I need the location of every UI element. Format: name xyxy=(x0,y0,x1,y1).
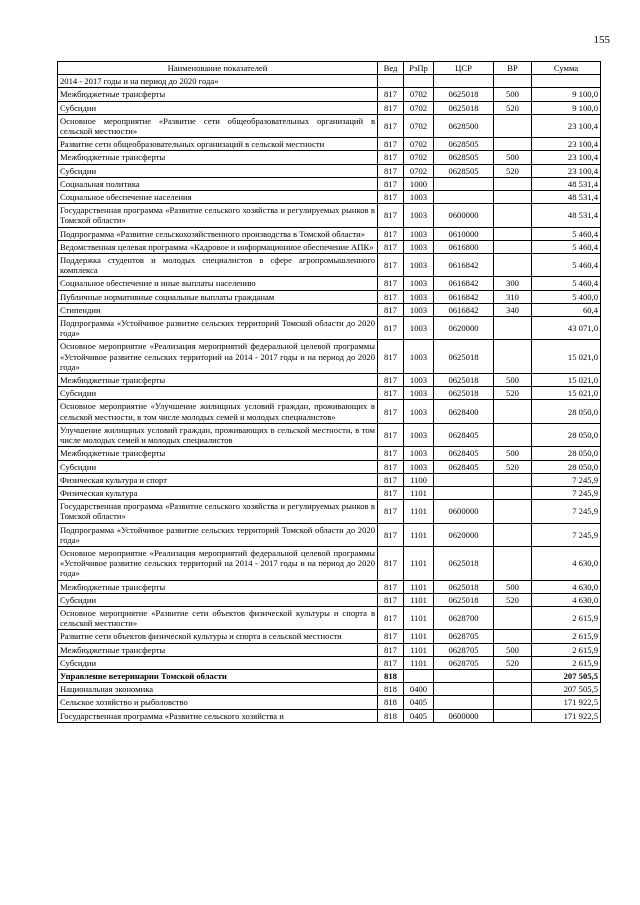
cell-name: Государственная программа «Развитие сельского хозяйства и регулируемых рынков в Томской области» xyxy=(58,204,378,227)
cell-vr: 500 xyxy=(494,643,532,656)
cell-name: Национальная экономика xyxy=(58,683,378,696)
cell-rzpr: 0702 xyxy=(404,138,434,151)
cell-name: Основное мероприятие «Развитие сети общеобразовательных организаций в сельской местности» xyxy=(58,114,378,137)
cell-name: Субсидии xyxy=(58,101,378,114)
table-row xyxy=(58,75,601,88)
cell-rzpr xyxy=(404,75,434,88)
cell-vr xyxy=(494,227,532,240)
cell-rzpr: 1003 xyxy=(404,340,434,374)
cell-csr: 0628700 xyxy=(434,606,494,629)
cell-ved: 817 xyxy=(378,177,404,190)
table-row xyxy=(58,240,601,253)
cell-name: Субсидии xyxy=(58,460,378,473)
cell-rzpr: 0400 xyxy=(404,683,434,696)
cell-csr: 0616842 xyxy=(434,277,494,290)
table-row xyxy=(58,546,601,580)
cell-csr: 0628705 xyxy=(434,630,494,643)
cell-sum: 2 615,9 xyxy=(532,643,601,656)
cell-rzpr: 1003 xyxy=(404,447,434,460)
cell-name: Подпрограмма «Устойчивое развитие сельских территорий Томской области до 2020 года» xyxy=(58,523,378,546)
table-row xyxy=(58,138,601,151)
cell-name: Субсидии xyxy=(58,593,378,606)
table-row xyxy=(58,606,601,629)
cell-name: Межбюджетные трансферты xyxy=(58,447,378,460)
cell-rzpr: 1101 xyxy=(404,486,434,499)
cell-name: Основное мероприятие «Улучшение жилищных условий граждан, проживающих в сельской местности, в том числе молодых семей и молодых специалистов» xyxy=(58,400,378,423)
cell-vr xyxy=(494,606,532,629)
cell-name: Ведомственная целевая программа «Кадровое и информационное обеспечение АПК» xyxy=(58,240,378,253)
cell-vr: 520 xyxy=(494,460,532,473)
table-row xyxy=(58,400,601,423)
cell-vr xyxy=(494,669,532,682)
table-row xyxy=(58,164,601,177)
cell-ved: 817 xyxy=(378,114,404,137)
table-header-row xyxy=(58,62,601,75)
table-row xyxy=(58,101,601,114)
table-row xyxy=(58,114,601,137)
cell-ved: 817 xyxy=(378,317,404,340)
cell-csr xyxy=(434,191,494,204)
cell-vr xyxy=(494,400,532,423)
cell-sum: 5 460,4 xyxy=(532,240,601,253)
table-row xyxy=(58,151,601,164)
cell-vr xyxy=(494,177,532,190)
table-row xyxy=(58,447,601,460)
cell-ved: 817 xyxy=(378,523,404,546)
table-row xyxy=(58,696,601,709)
cell-sum: 5 400,0 xyxy=(532,290,601,303)
cell-sum: 4 630,0 xyxy=(532,593,601,606)
cell-vr: 520 xyxy=(494,164,532,177)
cell-ved: 817 xyxy=(378,423,404,446)
cell-csr: 0625018 xyxy=(434,374,494,387)
table-row xyxy=(58,177,601,190)
table-row xyxy=(58,656,601,669)
cell-ved: 817 xyxy=(378,204,404,227)
cell-csr: 0628405 xyxy=(434,460,494,473)
cell-rzpr: 1101 xyxy=(404,606,434,629)
cell-ved: 818 xyxy=(378,669,404,682)
cell-vr: 500 xyxy=(494,447,532,460)
cell-csr: 0600000 xyxy=(434,500,494,523)
cell-sum: 48 531,4 xyxy=(532,204,601,227)
table-row xyxy=(58,669,601,682)
cell-rzpr: 1003 xyxy=(404,240,434,253)
cell-name: Подпрограмма «Устойчивое развитие сельских территорий Томской области до 2020 года» xyxy=(58,317,378,340)
cell-csr: 0628400 xyxy=(434,400,494,423)
cell-ved: 817 xyxy=(378,630,404,643)
cell-sum: 28 050,0 xyxy=(532,447,601,460)
cell-csr: 0610000 xyxy=(434,227,494,240)
cell-ved: 817 xyxy=(378,593,404,606)
cell-sum: 48 531,4 xyxy=(532,191,601,204)
cell-sum: 2 615,9 xyxy=(532,630,601,643)
cell-name: Межбюджетные трансферты xyxy=(58,580,378,593)
cell-ved: 817 xyxy=(378,606,404,629)
table-row xyxy=(58,317,601,340)
table-body xyxy=(58,75,601,723)
cell-vr xyxy=(494,696,532,709)
cell-name: Межбюджетные трансферты xyxy=(58,374,378,387)
cell-csr: 0628705 xyxy=(434,656,494,669)
table-row xyxy=(58,486,601,499)
cell-name: 2014 - 2017 годы и на период до 2020 года» xyxy=(58,75,378,88)
cell-csr: 0616842 xyxy=(434,254,494,277)
cell-vr: 520 xyxy=(494,387,532,400)
cell-csr: 0620000 xyxy=(434,523,494,546)
cell-vr xyxy=(494,500,532,523)
cell-name: Улучшение жилищных условий граждан, проживающих в сельской местности, в том числе молодых семей и молодых специалистов xyxy=(58,423,378,446)
cell-csr: 0628505 xyxy=(434,138,494,151)
cell-ved: 818 xyxy=(378,696,404,709)
cell-sum: 9 100,0 xyxy=(532,101,601,114)
table-row xyxy=(58,277,601,290)
cell-name: Государственная программа «Развитие сельского хозяйства и регулируемых рынков в Томской области» xyxy=(58,500,378,523)
cell-vr xyxy=(494,114,532,137)
cell-vr xyxy=(494,138,532,151)
table-row xyxy=(58,191,601,204)
cell-vr: 340 xyxy=(494,303,532,316)
cell-rzpr: 1101 xyxy=(404,593,434,606)
cell-ved: 817 xyxy=(378,303,404,316)
cell-csr: 0625018 xyxy=(434,387,494,400)
cell-name: Подпрограмма «Развитие сельскохозяйственного производства в Томской области» xyxy=(58,227,378,240)
cell-sum: 28 050,0 xyxy=(532,423,601,446)
cell-rzpr: 1003 xyxy=(404,254,434,277)
cell-rzpr: 1101 xyxy=(404,500,434,523)
cell-ved: 817 xyxy=(378,374,404,387)
cell-vr: 500 xyxy=(494,374,532,387)
cell-sum: 7 245,9 xyxy=(532,500,601,523)
cell-sum: 171 922,5 xyxy=(532,709,601,722)
cell-ved: 817 xyxy=(378,500,404,523)
cell-name: Социальная политика xyxy=(58,177,378,190)
cell-vr xyxy=(494,486,532,499)
cell-sum: 7 245,9 xyxy=(532,473,601,486)
cell-csr: 0628405 xyxy=(434,423,494,446)
cell-sum: 4 630,0 xyxy=(532,580,601,593)
cell-ved: 817 xyxy=(378,643,404,656)
cell-ved xyxy=(378,75,404,88)
cell-ved: 817 xyxy=(378,101,404,114)
cell-csr xyxy=(434,683,494,696)
cell-sum: 28 050,0 xyxy=(532,400,601,423)
table-row xyxy=(58,593,601,606)
cell-rzpr: 1101 xyxy=(404,580,434,593)
cell-vr: 520 xyxy=(494,593,532,606)
table-row xyxy=(58,643,601,656)
cell-ved: 817 xyxy=(378,88,404,101)
cell-sum: 43 071,0 xyxy=(532,317,601,340)
cell-vr xyxy=(494,473,532,486)
cell-vr xyxy=(494,523,532,546)
cell-vr: 500 xyxy=(494,88,532,101)
cell-rzpr: 1003 xyxy=(404,460,434,473)
cell-vr: 300 xyxy=(494,277,532,290)
cell-csr: 0625018 xyxy=(434,546,494,580)
cell-csr: 0616842 xyxy=(434,303,494,316)
cell-sum: 7 245,9 xyxy=(532,486,601,499)
cell-sum: 207 505,5 xyxy=(532,683,601,696)
cell-csr: 0620000 xyxy=(434,317,494,340)
cell-sum: 60,4 xyxy=(532,303,601,316)
cell-csr: 0628705 xyxy=(434,643,494,656)
cell-rzpr: 1101 xyxy=(404,523,434,546)
table-row xyxy=(58,709,601,722)
cell-ved: 817 xyxy=(378,447,404,460)
table-row xyxy=(58,374,601,387)
cell-rzpr: 1003 xyxy=(404,303,434,316)
cell-rzpr: 1003 xyxy=(404,400,434,423)
table-row xyxy=(58,523,601,546)
cell-vr xyxy=(494,340,532,374)
cell-name: Физическая культура и спорт xyxy=(58,473,378,486)
cell-csr: 0600000 xyxy=(434,709,494,722)
table-row xyxy=(58,387,601,400)
table-row xyxy=(58,204,601,227)
table-row xyxy=(58,290,601,303)
cell-ved: 817 xyxy=(378,580,404,593)
cell-ved: 817 xyxy=(378,240,404,253)
table-row xyxy=(58,630,601,643)
cell-rzpr: 1101 xyxy=(404,643,434,656)
cell-csr: 0628500 xyxy=(434,114,494,137)
cell-sum: 23 100,4 xyxy=(532,114,601,137)
cell-sum: 2 615,9 xyxy=(532,656,601,669)
header-name: Наименование показателей xyxy=(58,62,378,75)
cell-name: Поддержка студентов и молодых специалистов в сфере агропромышленного комплекса xyxy=(58,254,378,277)
cell-csr: 0628405 xyxy=(434,447,494,460)
cell-vr xyxy=(494,709,532,722)
cell-name: Основное мероприятие «Развитие сети объектов физической культуры и спорта в сельской местности» xyxy=(58,606,378,629)
cell-csr xyxy=(434,669,494,682)
cell-csr: 0628505 xyxy=(434,151,494,164)
cell-ved: 817 xyxy=(378,254,404,277)
table-row xyxy=(58,340,601,374)
cell-name: Межбюджетные трансферты xyxy=(58,643,378,656)
cell-rzpr: 0702 xyxy=(404,114,434,137)
table-row xyxy=(58,460,601,473)
table-row xyxy=(58,227,601,240)
cell-ved: 817 xyxy=(378,460,404,473)
table-row xyxy=(58,500,601,523)
cell-rzpr: 1101 xyxy=(404,546,434,580)
cell-ved: 817 xyxy=(378,191,404,204)
cell-vr: 520 xyxy=(494,101,532,114)
cell-csr: 0625018 xyxy=(434,593,494,606)
cell-name: Субсидии xyxy=(58,164,378,177)
cell-name: Стипендии xyxy=(58,303,378,316)
table-row xyxy=(58,683,601,696)
cell-vr xyxy=(494,630,532,643)
cell-name: Публичные нормативные социальные выплаты гражданам xyxy=(58,290,378,303)
table-row xyxy=(58,88,601,101)
cell-name: Субсидии xyxy=(58,656,378,669)
header-sum: Сумма xyxy=(532,62,601,75)
cell-csr: 0625018 xyxy=(434,88,494,101)
cell-csr xyxy=(434,486,494,499)
header-csr: ЦСР xyxy=(434,62,494,75)
cell-ved: 817 xyxy=(378,473,404,486)
cell-name: Субсидии xyxy=(58,387,378,400)
cell-csr: 0616842 xyxy=(434,290,494,303)
cell-vr xyxy=(494,204,532,227)
cell-rzpr: 1003 xyxy=(404,317,434,340)
header-vr: ВР xyxy=(494,62,532,75)
cell-ved: 817 xyxy=(378,546,404,580)
cell-rzpr: 0405 xyxy=(404,709,434,722)
cell-ved: 817 xyxy=(378,290,404,303)
cell-sum: 23 100,4 xyxy=(532,164,601,177)
cell-name: Государственная программа «Развитие сельского хозяйства и xyxy=(58,709,378,722)
cell-sum: 9 100,0 xyxy=(532,88,601,101)
cell-sum: 15 021,0 xyxy=(532,374,601,387)
cell-rzpr: 1003 xyxy=(404,191,434,204)
table-row xyxy=(58,473,601,486)
cell-sum: 23 100,4 xyxy=(532,151,601,164)
cell-sum: 15 021,0 xyxy=(532,387,601,400)
cell-name: Основное мероприятие «Реализация мероприятий федеральной целевой программы «Устойчивое развитие сельских территорий на 2014 - 2017 годы и на период до 2020 года» xyxy=(58,340,378,374)
cell-sum: 7 245,9 xyxy=(532,523,601,546)
cell-sum: 5 460,4 xyxy=(532,227,601,240)
cell-ved: 817 xyxy=(378,227,404,240)
cell-ved: 818 xyxy=(378,709,404,722)
cell-vr: 310 xyxy=(494,290,532,303)
cell-ved: 817 xyxy=(378,486,404,499)
cell-csr xyxy=(434,473,494,486)
cell-csr xyxy=(434,696,494,709)
cell-rzpr: 1003 xyxy=(404,374,434,387)
cell-rzpr: 1003 xyxy=(404,227,434,240)
cell-csr: 0616800 xyxy=(434,240,494,253)
cell-rzpr xyxy=(404,669,434,682)
cell-vr: 500 xyxy=(494,580,532,593)
cell-sum: 48 531,4 xyxy=(532,177,601,190)
table-row xyxy=(58,580,601,593)
cell-name: Сельское хозяйство и рыболовство xyxy=(58,696,378,709)
cell-rzpr: 1003 xyxy=(404,204,434,227)
cell-sum: 4 630,0 xyxy=(532,546,601,580)
header-ved: Вед xyxy=(378,62,404,75)
cell-rzpr: 0702 xyxy=(404,164,434,177)
cell-vr xyxy=(494,317,532,340)
cell-sum: 2 615,9 xyxy=(532,606,601,629)
cell-rzpr: 0405 xyxy=(404,696,434,709)
cell-csr xyxy=(434,177,494,190)
cell-name: Физическая культура xyxy=(58,486,378,499)
cell-vr xyxy=(494,546,532,580)
cell-name: Межбюджетные трансферты xyxy=(58,151,378,164)
cell-ved: 817 xyxy=(378,656,404,669)
cell-ved: 817 xyxy=(378,164,404,177)
cell-rzpr: 1003 xyxy=(404,387,434,400)
header-rzpr: РзПр xyxy=(404,62,434,75)
cell-sum: 207 505,5 xyxy=(532,669,601,682)
cell-csr xyxy=(434,75,494,88)
cell-sum: 171 922,5 xyxy=(532,696,601,709)
budget-table xyxy=(57,61,601,723)
cell-csr: 0625018 xyxy=(434,340,494,374)
cell-name: Управление ветеринарии Томской области xyxy=(58,669,378,682)
cell-vr xyxy=(494,191,532,204)
page-number: 155 xyxy=(593,34,610,46)
cell-rzpr: 0702 xyxy=(404,151,434,164)
cell-csr: 0625018 xyxy=(434,580,494,593)
cell-vr xyxy=(494,423,532,446)
cell-rzpr: 0702 xyxy=(404,101,434,114)
cell-name: Развитие сети объектов физической культуры и спорта в сельской местности xyxy=(58,630,378,643)
cell-csr: 0625018 xyxy=(434,101,494,114)
table-row xyxy=(58,423,601,446)
cell-vr: 520 xyxy=(494,656,532,669)
cell-vr: 500 xyxy=(494,151,532,164)
cell-ved: 817 xyxy=(378,151,404,164)
cell-vr xyxy=(494,683,532,696)
table-row xyxy=(58,303,601,316)
cell-ved: 817 xyxy=(378,340,404,374)
cell-sum: 28 050,0 xyxy=(532,460,601,473)
cell-sum: 5 460,4 xyxy=(532,254,601,277)
cell-vr xyxy=(494,240,532,253)
cell-rzpr: 1000 xyxy=(404,177,434,190)
cell-ved: 817 xyxy=(378,277,404,290)
cell-sum: 5 460,4 xyxy=(532,277,601,290)
cell-ved: 817 xyxy=(378,138,404,151)
cell-sum: 15 021,0 xyxy=(532,340,601,374)
cell-name: Развитие сети общеобразовательных организаций в сельской местности xyxy=(58,138,378,151)
cell-name: Основное мероприятие «Реализация мероприятий федеральной целевой программы «Устойчивое развитие сельских территорий на 2014 - 2017 годы и на период до 2020 года» xyxy=(58,546,378,580)
cell-ved: 817 xyxy=(378,400,404,423)
cell-rzpr: 1003 xyxy=(404,277,434,290)
cell-ved: 818 xyxy=(378,683,404,696)
cell-rzpr: 1100 xyxy=(404,473,434,486)
cell-name: Социальное обеспечение и иные выплаты населению xyxy=(58,277,378,290)
cell-rzpr: 1003 xyxy=(404,423,434,446)
table-row xyxy=(58,254,601,277)
cell-rzpr: 0702 xyxy=(404,88,434,101)
cell-csr: 0600000 xyxy=(434,204,494,227)
cell-name: Социальное обеспечение населения xyxy=(58,191,378,204)
cell-sum: 23 100,4 xyxy=(532,138,601,151)
cell-name: Межбюджетные трансферты xyxy=(58,88,378,101)
cell-csr: 0628505 xyxy=(434,164,494,177)
cell-sum xyxy=(532,75,601,88)
cell-rzpr: 1003 xyxy=(404,290,434,303)
cell-vr xyxy=(494,75,532,88)
cell-rzpr: 1101 xyxy=(404,656,434,669)
cell-rzpr: 1101 xyxy=(404,630,434,643)
cell-ved: 817 xyxy=(378,387,404,400)
cell-vr xyxy=(494,254,532,277)
